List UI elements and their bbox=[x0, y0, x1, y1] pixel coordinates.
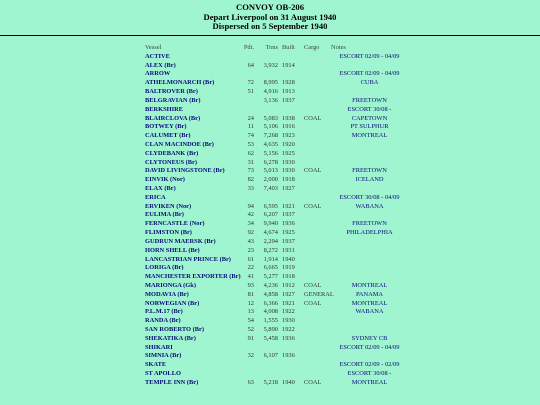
pdt-cell: 43 bbox=[247, 237, 254, 245]
built-cell: 1930 bbox=[282, 167, 295, 175]
table-header-row bbox=[0, 44, 540, 53]
table-row bbox=[0, 291, 540, 300]
tons-cell: 5,106 bbox=[263, 123, 278, 131]
table-row bbox=[0, 229, 540, 238]
notes-cell: FREETOWN bbox=[352, 220, 387, 228]
vessel-name[interactable]: LORIGA (Br) bbox=[145, 264, 184, 272]
convoy-header bbox=[0, 0, 540, 32]
table-row bbox=[0, 132, 540, 141]
cargo-cell: COAL bbox=[304, 167, 322, 175]
table-row bbox=[0, 79, 540, 88]
table-row bbox=[0, 282, 540, 291]
built-cell: 1936 bbox=[282, 334, 295, 342]
vessel-name[interactable]: FLIMSTON (Br) bbox=[145, 229, 192, 237]
built-cell: 1919 bbox=[282, 264, 295, 272]
built-cell: 1940 bbox=[282, 255, 295, 263]
table-row bbox=[0, 141, 540, 150]
tons-cell: 4,236 bbox=[263, 281, 278, 289]
table-row bbox=[0, 203, 540, 212]
vessel-name[interactable]: BERKSHIRE bbox=[145, 105, 184, 113]
pdt-cell: 42 bbox=[247, 211, 254, 219]
vessel-name[interactable]: ST APOLLO bbox=[145, 370, 181, 378]
table-row bbox=[0, 264, 540, 273]
pdt-cell: 92 bbox=[247, 229, 254, 237]
table-row bbox=[0, 123, 540, 132]
notes-cell: PHILADELPHIA bbox=[346, 229, 393, 237]
vessel-name[interactable]: BLAIRCLOVA (Br) bbox=[145, 114, 201, 122]
table-row bbox=[0, 352, 540, 361]
tons-cell: 5,277 bbox=[263, 273, 278, 281]
pdt-cell: 54 bbox=[247, 317, 254, 325]
tons-cell: 4,008 bbox=[263, 308, 278, 316]
table-row bbox=[0, 308, 540, 317]
notes-cell: ESCORT 30/08 - bbox=[347, 105, 392, 113]
notes-cell: ESCORT 02/09 - 04/09 bbox=[339, 52, 400, 60]
table-row bbox=[0, 247, 540, 256]
notes-cell: MONTREAL bbox=[351, 132, 388, 140]
table-row bbox=[0, 238, 540, 247]
pdt-cell: 94 bbox=[247, 202, 254, 210]
table-row bbox=[0, 344, 540, 353]
built-cell: 1923 bbox=[282, 132, 295, 140]
built-cell: 1930 bbox=[282, 158, 295, 166]
pdt-cell: 74 bbox=[247, 132, 254, 140]
built-cell: 1922 bbox=[282, 326, 295, 333]
tons-cell: 2,000 bbox=[263, 176, 278, 184]
table-row bbox=[0, 185, 540, 194]
pdt-cell: 62 bbox=[247, 149, 254, 157]
vessel-name[interactable]: MANCHESTER EXPORTER (Br) bbox=[145, 273, 241, 281]
table-row bbox=[0, 62, 540, 71]
table-row bbox=[0, 256, 540, 265]
built-cell: 1922 bbox=[282, 308, 295, 316]
built-cell: 1912 bbox=[282, 281, 295, 289]
vessel-name[interactable]: NORWEGIAN (Br) bbox=[145, 299, 200, 307]
built-cell: 1925 bbox=[282, 149, 295, 157]
vessel-name[interactable]: SIMNIA (Br) bbox=[145, 352, 182, 360]
pdt-cell: 93 bbox=[247, 281, 254, 289]
notes-cell: CAPETOWN bbox=[351, 114, 388, 122]
vessel-name[interactable]: SHIKARI bbox=[145, 343, 173, 351]
vessel-name[interactable]: ERVIKEN (Nor) bbox=[145, 202, 192, 210]
pdt-cell: 52 bbox=[247, 326, 254, 333]
table-row bbox=[0, 53, 540, 62]
built-cell: 1936 bbox=[282, 352, 295, 360]
table-row bbox=[0, 379, 540, 388]
column-header-vessel: Vessel bbox=[145, 44, 162, 51]
pdt-cell: 33 bbox=[247, 185, 254, 192]
table-row bbox=[0, 300, 540, 309]
vessel-name[interactable]: CALUMET (Br) bbox=[145, 132, 191, 140]
table-body bbox=[0, 53, 540, 388]
tons-cell: 4,858 bbox=[263, 290, 278, 298]
vessel-name[interactable]: EULIMA (Br) bbox=[145, 211, 184, 219]
pdt-cell: 11 bbox=[247, 123, 254, 131]
pdt-cell: 72 bbox=[247, 79, 254, 87]
tons-cell: 5,890 bbox=[263, 326, 278, 333]
table-row bbox=[0, 361, 540, 370]
notes-cell: SYDNEY CB bbox=[351, 334, 388, 342]
vessel-name[interactable]: GUDRUN MAERSK (Br) bbox=[145, 237, 216, 245]
tons-cell: 8,272 bbox=[263, 246, 278, 254]
notes-cell: ESCORT 02/09 - 04/09 bbox=[339, 343, 400, 351]
vessel-name[interactable]: TEMPLE INN (Br) bbox=[145, 378, 199, 386]
cargo-cell: COAL bbox=[304, 299, 322, 307]
pdt-cell: 91 bbox=[247, 334, 254, 342]
pdt-cell: 22 bbox=[247, 264, 254, 272]
column-header-pdt: Pdt. bbox=[243, 44, 254, 51]
notes-cell: PANAMA bbox=[355, 290, 384, 298]
pdt-cell: 24 bbox=[247, 114, 254, 122]
vessel-name[interactable]: DAVID LIVINGSTONE (Br) bbox=[145, 167, 225, 175]
tons-cell: 7,403 bbox=[263, 185, 278, 192]
built-cell: 1916 bbox=[282, 123, 295, 131]
pdt-cell: 34 bbox=[247, 220, 254, 228]
notes-cell: ESCORT 02/09 - 04/09 bbox=[339, 70, 400, 78]
tons-cell: 6,595 bbox=[263, 202, 278, 210]
notes-cell: FREETOWN bbox=[352, 96, 387, 104]
notes-cell: MONTREAL bbox=[351, 281, 388, 289]
table-row bbox=[0, 335, 540, 344]
built-cell: 1921 bbox=[282, 202, 295, 210]
table-row bbox=[0, 106, 540, 115]
notes-cell: ESCORT 02/09 - 02/09 bbox=[339, 361, 400, 369]
built-cell: 1920 bbox=[282, 140, 295, 148]
tons-cell: 5,458 bbox=[263, 334, 278, 342]
vessel-name[interactable]: BOTWEY (Br) bbox=[145, 123, 187, 131]
tons-cell: 6,107 bbox=[263, 352, 278, 360]
table-row bbox=[0, 115, 540, 124]
tons-cell: 4,635 bbox=[263, 140, 278, 148]
vessel-name[interactable]: ACTIVE bbox=[145, 52, 170, 60]
built-cell: 1927 bbox=[282, 185, 295, 192]
notes-cell: FREETOWN bbox=[352, 167, 387, 175]
vessel-name[interactable]: HORN SHELL (Br) bbox=[145, 246, 200, 254]
built-cell: 1913 bbox=[282, 88, 295, 96]
tons-cell: 1,914 bbox=[263, 255, 278, 263]
tons-cell: 3,136 bbox=[263, 96, 278, 104]
tons-cell: 6,278 bbox=[263, 158, 278, 166]
cargo-cell: COAL bbox=[304, 378, 322, 386]
column-header-built: Built bbox=[282, 44, 295, 51]
pdt-cell: 53 bbox=[247, 140, 254, 148]
cargo-cell: COAL bbox=[304, 202, 322, 210]
notes-cell: MONTREAL bbox=[351, 299, 388, 307]
departure-line: Depart Liverpool on 31 August 1940 bbox=[203, 11, 337, 22]
pdt-cell: 73 bbox=[247, 167, 254, 175]
vessel-name[interactable]: ATHELMONARCH (Br) bbox=[145, 79, 215, 87]
table-row bbox=[0, 211, 540, 220]
tons-cell: 7,268 bbox=[263, 132, 278, 140]
table-row bbox=[0, 167, 540, 176]
tons-cell: 4,674 bbox=[263, 229, 278, 237]
notes-cell: PT SULPHUR bbox=[350, 123, 389, 131]
table-row bbox=[0, 273, 540, 282]
built-cell: 1918 bbox=[282, 273, 295, 281]
vessel-name[interactable]: MARIONGA (Gk) bbox=[145, 281, 196, 289]
cargo-cell: COAL bbox=[304, 281, 322, 289]
built-cell: 1940 bbox=[282, 378, 295, 386]
notes-cell: ICELAND bbox=[355, 176, 384, 184]
pdt-cell: 64 bbox=[247, 61, 254, 69]
vessel-name[interactable]: FERNCASTLE (Nor) bbox=[145, 220, 205, 228]
pdt-cell: 31 bbox=[247, 158, 254, 166]
built-cell: 1937 bbox=[282, 96, 295, 104]
pdt-cell: 81 bbox=[247, 290, 254, 298]
built-cell: 1936 bbox=[282, 220, 295, 228]
tons-cell: 6,366 bbox=[263, 299, 278, 307]
vessel-name[interactable]: ELAX (Br) bbox=[145, 185, 176, 192]
column-header-notes: Notes bbox=[331, 44, 346, 51]
pdt-cell: 32 bbox=[247, 352, 254, 360]
built-cell: 1937 bbox=[282, 237, 295, 245]
built-cell: 1937 bbox=[282, 211, 295, 219]
cargo-cell: COAL bbox=[304, 114, 322, 122]
built-cell: 1938 bbox=[282, 114, 295, 122]
pdt-cell: 13 bbox=[247, 308, 254, 316]
convoy-title: CONVOY OB-206 bbox=[235, 2, 305, 12]
built-cell: 1914 bbox=[282, 61, 295, 69]
vessel-name[interactable]: BELGRAVIAN (Br) bbox=[145, 96, 201, 104]
table-row bbox=[0, 159, 540, 168]
pdt-cell: 41 bbox=[247, 273, 254, 281]
vessel-name[interactable]: P.L.M.17 (Br) bbox=[145, 308, 183, 316]
tons-cell: 5,083 bbox=[263, 114, 278, 122]
vessel-name[interactable]: CLYTONEUS (Br) bbox=[145, 158, 198, 166]
built-cell: 1921 bbox=[282, 299, 295, 307]
header-divider bbox=[0, 35, 540, 36]
built-cell: 1918 bbox=[282, 176, 295, 184]
vessel-name[interactable]: MODAVIA (Br) bbox=[145, 290, 189, 298]
built-cell: 1930 bbox=[282, 317, 295, 325]
table-row bbox=[0, 88, 540, 97]
pdt-cell: 61 bbox=[247, 255, 254, 263]
tons-cell: 2,294 bbox=[263, 237, 278, 245]
notes-cell: WABANA bbox=[355, 308, 384, 316]
table-row bbox=[0, 97, 540, 106]
vessel-name[interactable]: ERICA bbox=[145, 193, 166, 201]
vessel-name[interactable]: CLYDEBANK (Br) bbox=[145, 149, 199, 157]
vessel-name[interactable]: ALEX (Br) bbox=[145, 61, 176, 69]
tons-cell: 1,555 bbox=[263, 317, 278, 325]
tons-cell: 4,916 bbox=[263, 88, 278, 96]
table-row bbox=[0, 194, 540, 203]
pdt-cell: 63 bbox=[247, 378, 254, 386]
vessel-name[interactable]: BALTROVER (Br) bbox=[145, 88, 198, 96]
dispersal-line: Dispersed on 5 September 1940 bbox=[212, 21, 328, 32]
vessel-name[interactable]: SHEKATIKA (Br) bbox=[145, 334, 196, 342]
vessel-name[interactable]: LANCASTRIAN PRINCE (Br) bbox=[145, 255, 231, 263]
built-cell: 1928 bbox=[282, 79, 295, 87]
pdt-cell: 23 bbox=[247, 246, 254, 254]
table-row bbox=[0, 370, 540, 379]
table-row bbox=[0, 220, 540, 229]
tons-cell: 6,207 bbox=[263, 211, 278, 219]
column-header-tons: Tons bbox=[265, 44, 278, 51]
notes-cell: WABANA bbox=[355, 202, 384, 210]
vessel-name[interactable]: EINVIK (Nor) bbox=[145, 176, 185, 184]
vessel-name[interactable]: CLAN MACINDOE (Br) bbox=[145, 140, 214, 148]
pdt-cell: 82 bbox=[247, 176, 254, 184]
built-cell: 1931 bbox=[282, 246, 295, 254]
table-row bbox=[0, 150, 540, 159]
tons-cell: 3,932 bbox=[263, 61, 278, 69]
tons-cell: 5,218 bbox=[263, 378, 278, 386]
table-row bbox=[0, 70, 540, 79]
notes-cell: ESCORT 30/08 - 04/09 bbox=[339, 193, 400, 201]
vessel-name[interactable]: SAN ROBERTO (Br) bbox=[145, 326, 204, 333]
tons-cell: 8,995 bbox=[263, 79, 278, 87]
vessel-name[interactable]: RANDA (Br) bbox=[145, 317, 181, 325]
built-cell: 1925 bbox=[282, 229, 295, 237]
table-row bbox=[0, 326, 540, 335]
table-row bbox=[0, 317, 540, 326]
notes-cell: MONTREAL bbox=[351, 378, 388, 386]
pdt-cell: 12 bbox=[247, 299, 254, 307]
tons-cell: 5,013 bbox=[263, 167, 278, 175]
built-cell: 1927 bbox=[282, 290, 295, 298]
tons-cell: 6,665 bbox=[263, 264, 278, 272]
tons-cell: 5,156 bbox=[263, 149, 278, 157]
cargo-cell: GENERAL bbox=[304, 290, 334, 298]
convoy-table bbox=[0, 44, 540, 388]
table-row bbox=[0, 176, 540, 185]
notes-cell: CUBA bbox=[360, 79, 379, 87]
vessel-name[interactable]: ARROW bbox=[145, 70, 171, 78]
vessel-name[interactable]: SKATE bbox=[145, 361, 167, 369]
tons-cell: 9,940 bbox=[263, 220, 278, 228]
column-header-cargo: Cargo bbox=[304, 44, 320, 51]
notes-cell: ESCORT 30/08 - bbox=[347, 370, 392, 378]
pdt-cell: 51 bbox=[247, 88, 254, 96]
